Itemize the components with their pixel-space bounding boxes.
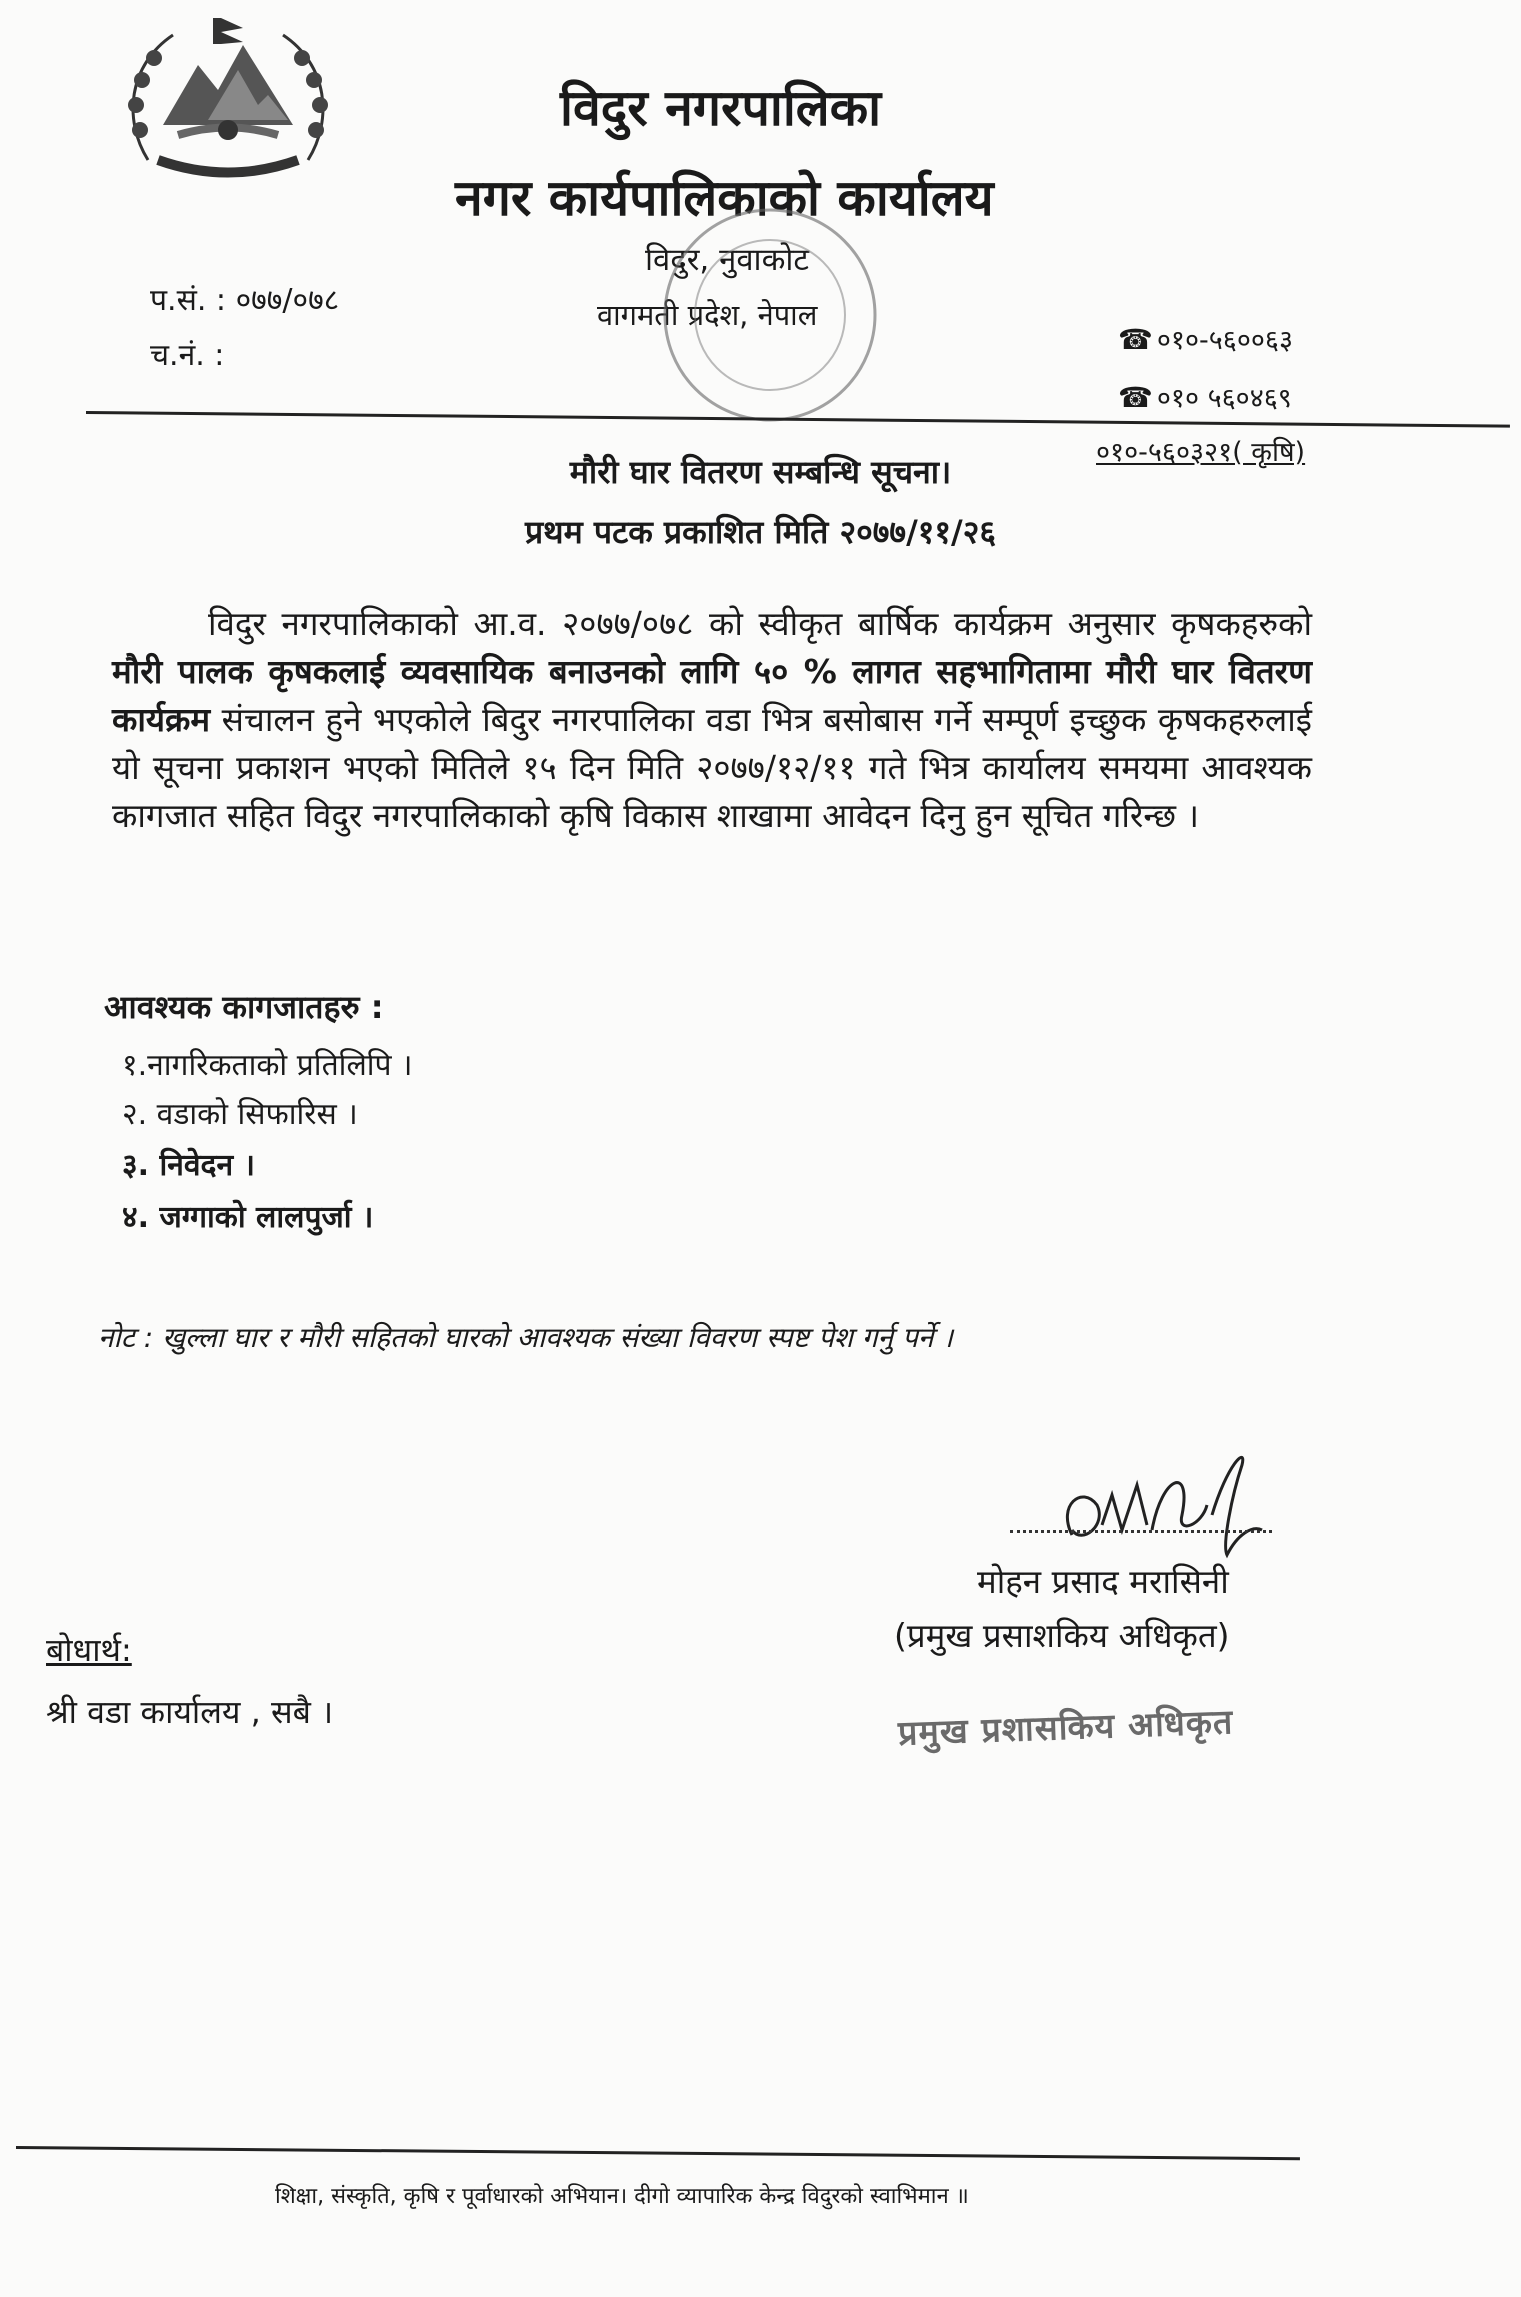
municipality-name: विदुर नगरपालिका [560,79,882,137]
handwritten-signature [1052,1435,1272,1565]
phone-2: ☎ ०१० ५६०४६९ [1118,381,1292,414]
required-documents-heading: आवश्यक कागजातहरु : [104,988,384,1026]
cc-heading: बोधार्थ: [46,1631,132,1669]
telephone-icon: ☎ [1118,381,1153,414]
footer-slogan: शिक्षा, संस्कृति, कृषि र पूर्वाधारको अभियान। दीगो व्यापारिक केन्द्र विदुरको स्वाभिमान ॥ [275,2184,969,2209]
office-round-stamp [655,200,885,430]
cc-recipient: श्री वडा कार्यालय , सबै । [46,1693,334,1731]
address-district: विदुर, नुवाकोट [645,242,810,278]
published-date: प्रथम पटक प्रकाशित मिति २०७७/११/२६ [524,513,997,551]
signatory-designation: (प्रमुख प्रसाशकिय अधिकृत) [894,1616,1230,1655]
phone-1: ☎ ०१०-५६००६३ [1118,323,1293,356]
document-item: ३. निवेदन । [122,1148,255,1183]
document-item: ४. जग्गाको लालपुर्जा । [122,1200,374,1235]
reference-number: प.सं. : ०७७/०७८ [150,283,340,318]
address-province: वागमती प्रदेश, नेपाल [597,298,818,332]
document-item: २. वडाको सिफारिस । [122,1097,358,1132]
note: नोट : खुल्ला घार र मौरी सहितको घारको आवश्यक संख्या विवरण स्पष्ट पेश गर्नु पर्ने । [98,1321,953,1354]
phone-3: ०१०-५६०३२१( कृषि) [1096,437,1306,468]
notice-body: विदुर नगरपालिकाको आ.व. २०७७/०७८ को स्वीकृत बार्षिक कार्यक्रम अनुसार कृषकहरुको मौरी पालक कृषकलाई व्यवसायिक बनाउनको लागि ५० % लागत सहभागितामा मौरी घार वितरण कार्यक्रम संचालन हुने भएकोले बिदुर नगरपालिका वडा भित्र बसोबास गर्ने सम्पूर्ण इच्छुक कृषकहरुलाई यो सूचना प्रकाशन भएको मितिले १५ दिन मिति २०७७/१२/११ गते भित्र कार्यालय समयमा आवश्यक कागजात सहित विदुर नगरपालिकाको कृषि विकास शाखामा आवेदन दिनु हुन सूचित गरिन्छ । [112,604,1312,835]
footer-divider [16,2146,1300,2160]
dispatch-number: च.नं. : [150,338,225,373]
document-item: १.नागरिकताको प्रतिलिपि । [122,1048,413,1083]
notice-subject: मौरी घार वितरण सम्बन्धि सूचना। [569,453,952,491]
signature-line [1010,1530,1272,1533]
signatory-name: मोहन प्रसाद मरासिनी [977,1562,1229,1601]
designation-stamp: प्रमुख प्रशासकिय अधिकृत [897,1702,1234,1754]
office-name: नगर कार्यपालिकाको कार्यालय [455,169,994,227]
nepal-emblem-logo [118,10,338,205]
notice-body-highlight: मौरी पालक कृषकलाई व्यवसायिक बनाउनको लागि ५० % लागत सहभागितामा मौरी घार वितरण कार्यक्रम [112,652,1312,739]
telephone-icon: ☎ [1118,323,1153,356]
